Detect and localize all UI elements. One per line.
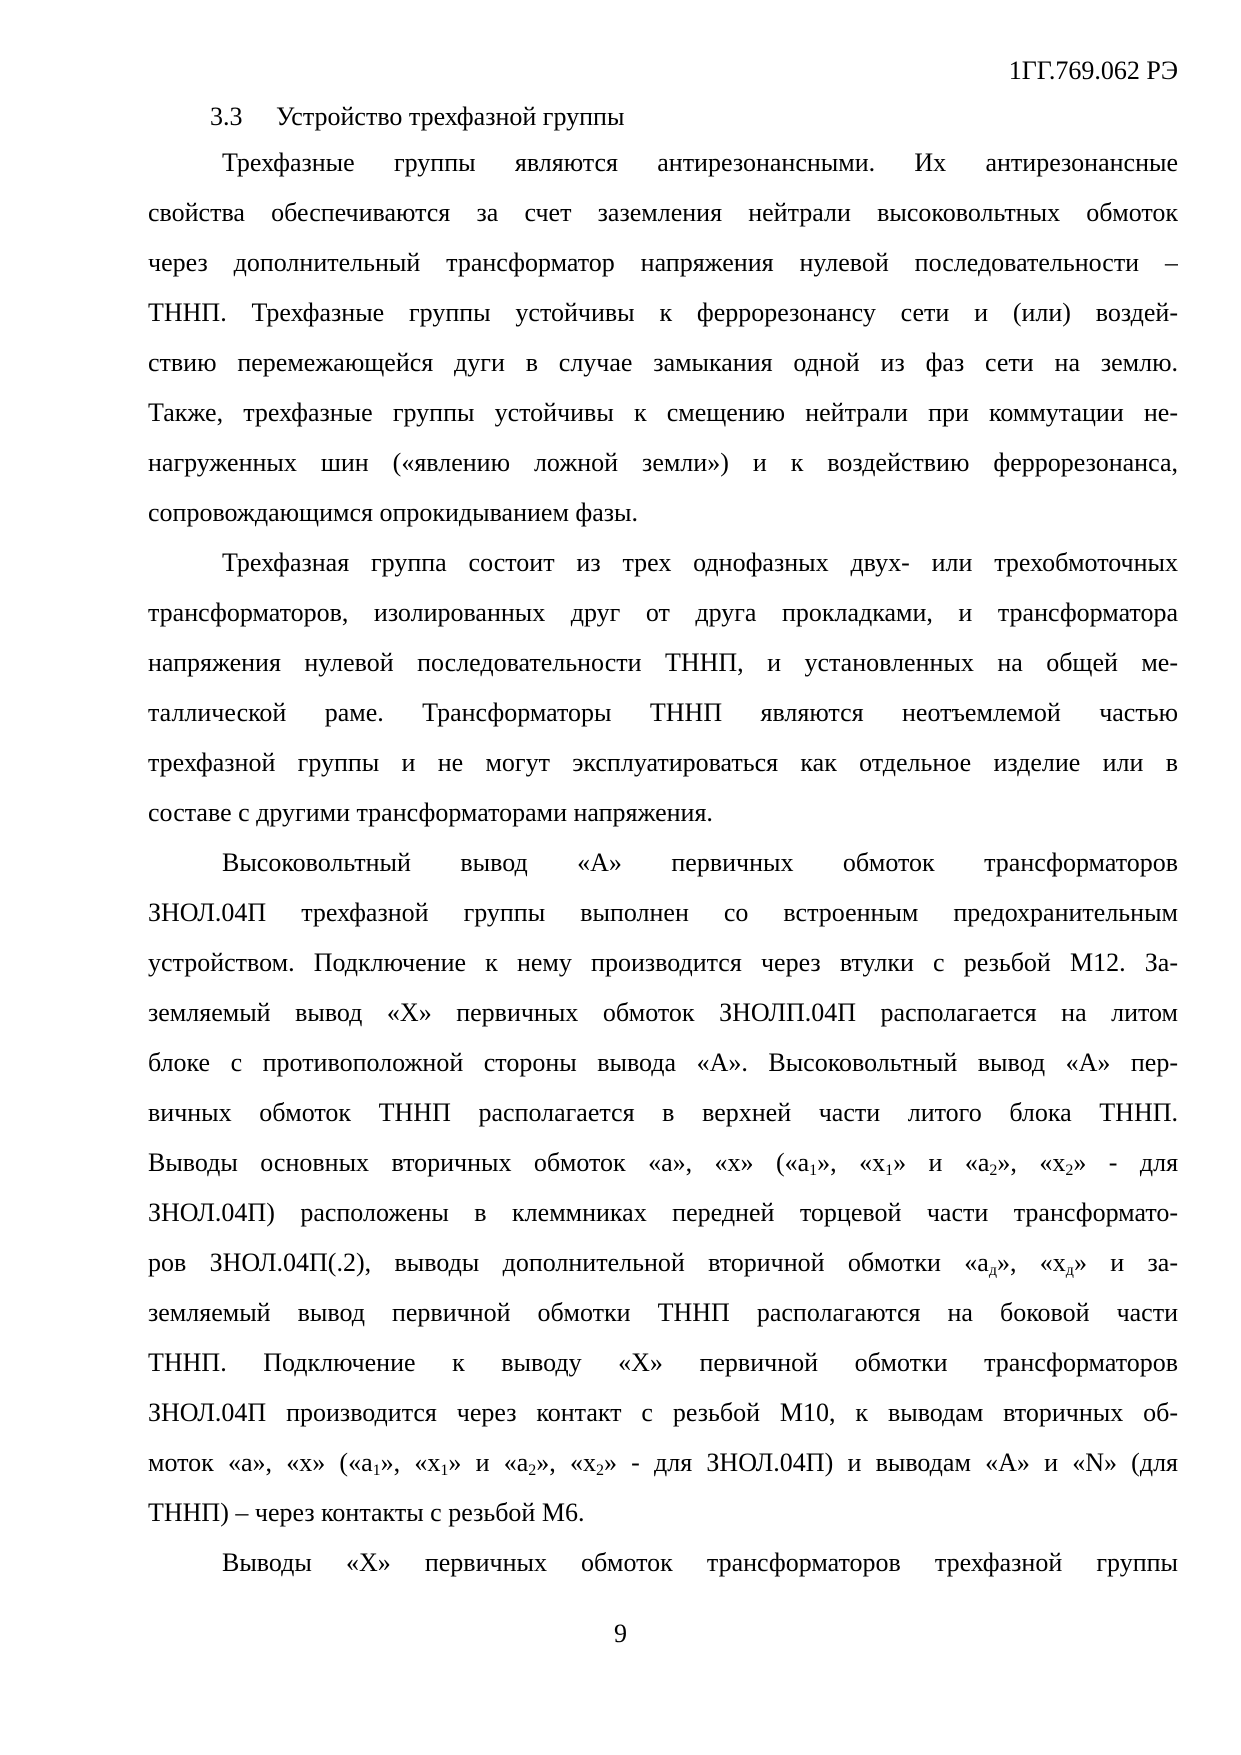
section-number: 3.3 [210, 102, 243, 131]
paragraph-line: ствию перемежающейся дуги в случае замыкания одной из фаз сети на землю. [148, 348, 1178, 377]
subscript-index: 1 [372, 1462, 381, 1479]
paragraph-line: блоке с противоположной стороны вывода «А». Высоковольтный вывод «А» пер- [148, 1048, 1178, 1077]
subscript-index: 2 [1065, 1162, 1074, 1179]
subscript-index: 2 [528, 1462, 537, 1479]
subscript-index: 2 [989, 1162, 998, 1179]
paragraph-line: ТННП. Подключение к выводу «Х» первичной обмотки трансформаторов [148, 1348, 1178, 1377]
paragraph-line: ЗНОЛ.04П производится через контакт с резьбой М10, к выводам вторичных об- [148, 1398, 1178, 1427]
subscript-index: 1 [809, 1162, 818, 1179]
paragraph-line: нагруженных шин («явлению ложной земли») и к воздействию феррорезонанса, [148, 448, 1178, 477]
paragraph-line: сопровождающимся опрокидыванием фазы. [148, 498, 639, 527]
paragraph [148, 146, 1178, 546]
paragraph-line: моток «а», «х» («$а_1$», «$х_1$» и «$а_2$», «$х_2$» - для ЗНОЛ.04П) и выводам «А» и «N» (для [148, 1448, 1178, 1479]
subscript-index: 1 [885, 1162, 894, 1179]
paragraph [148, 846, 1178, 1546]
subscript-index: 2 [595, 1462, 604, 1479]
paragraph-line: ров ЗНОЛ.04П(.2), выводы дополнительной вторичной обмотки «$а_д$», «$х_д$» и за- [148, 1248, 1178, 1279]
document-code: 1ГГ.769.062 РЭ [1008, 56, 1178, 85]
section-heading [210, 100, 624, 134]
paragraph-line: Трехфазные группы являются антирезонансными. Их антирезонансные [222, 148, 1178, 177]
paragraph-line: трансформаторов, изолированных друг от друга прокладками, и трансформатора [148, 598, 1178, 627]
section-title: Устройство трехфазной группы [276, 102, 625, 131]
paragraph-line: устройством. Подключение к нему производится через втулки с резьбой М12. За- [148, 948, 1178, 977]
paragraph-line: через дополнительный трансформатор напряжения нулевой последовательности – [148, 248, 1178, 277]
paragraph [148, 546, 1178, 846]
paragraph-line: Также, трехфазные группы устойчивы к смещению нейтрали при коммутации не- [148, 398, 1178, 427]
paragraph-line: напряжения нулевой последовательности ТННП, и установленных на общей ме- [148, 648, 1178, 677]
paragraph-line: трехфазной группы и не могут эксплуатироваться как отдельное изделие или в [148, 748, 1178, 777]
paragraph-line: вичных обмоток ТННП располагается в верхней части литого блока ТННП. [148, 1098, 1178, 1127]
paragraph-line: ЗНОЛ.04П трехфазной группы выполнен со встроенным предохранительным [148, 898, 1178, 927]
subscript-index: 1 [440, 1462, 449, 1479]
subscript-index: д [1065, 1262, 1074, 1279]
subscript-index: д [988, 1262, 997, 1279]
paragraph-line: Выводы основных вторичных обмоток «а», «х» («$а_1$», «$х_1$» и «$а_2$», «$х_2$» - для [148, 1148, 1178, 1179]
paragraph-line: Выводы «Х» первичных обмоток трансформаторов трехфазной группы [222, 1548, 1178, 1577]
paragraph-line: ТННП) – через контакты с резьбой М6. [148, 1498, 585, 1527]
paragraph-line: Трехфазная группа состоит из трех однофазных двух- или трехобмоточных [222, 548, 1178, 577]
paragraph-line: таллической раме. Трансформаторы ТННП являются неотъемлемой частью [148, 698, 1178, 727]
paragraph-line: земляемый вывод «Х» первичных обмоток ЗНОЛП.04П располагается на литом [148, 998, 1178, 1027]
page-number: 9 [614, 1619, 627, 1648]
paragraph-line: свойства обеспечиваются за счет заземления нейтрали высоковольтных обмоток [148, 198, 1178, 227]
paragraph-line: составе с другими трансформаторами напряжения. [148, 798, 713, 827]
paragraph-line: земляемый вывод первичной обмотки ТННП располагаются на боковой части [148, 1298, 1178, 1327]
paragraph [148, 1546, 1178, 1596]
paragraph-line: Высоковольтный вывод «А» первичных обмоток трансформаторов [222, 848, 1178, 877]
paragraph-line: ЗНОЛ.04П) расположены в клеммниках передней торцевой части трансформато- [148, 1198, 1178, 1227]
paragraph-line: ТННП. Трехфазные группы устойчивы к феррорезонансу сети и (или) воздей- [148, 298, 1178, 327]
body-text [148, 146, 1178, 1596]
